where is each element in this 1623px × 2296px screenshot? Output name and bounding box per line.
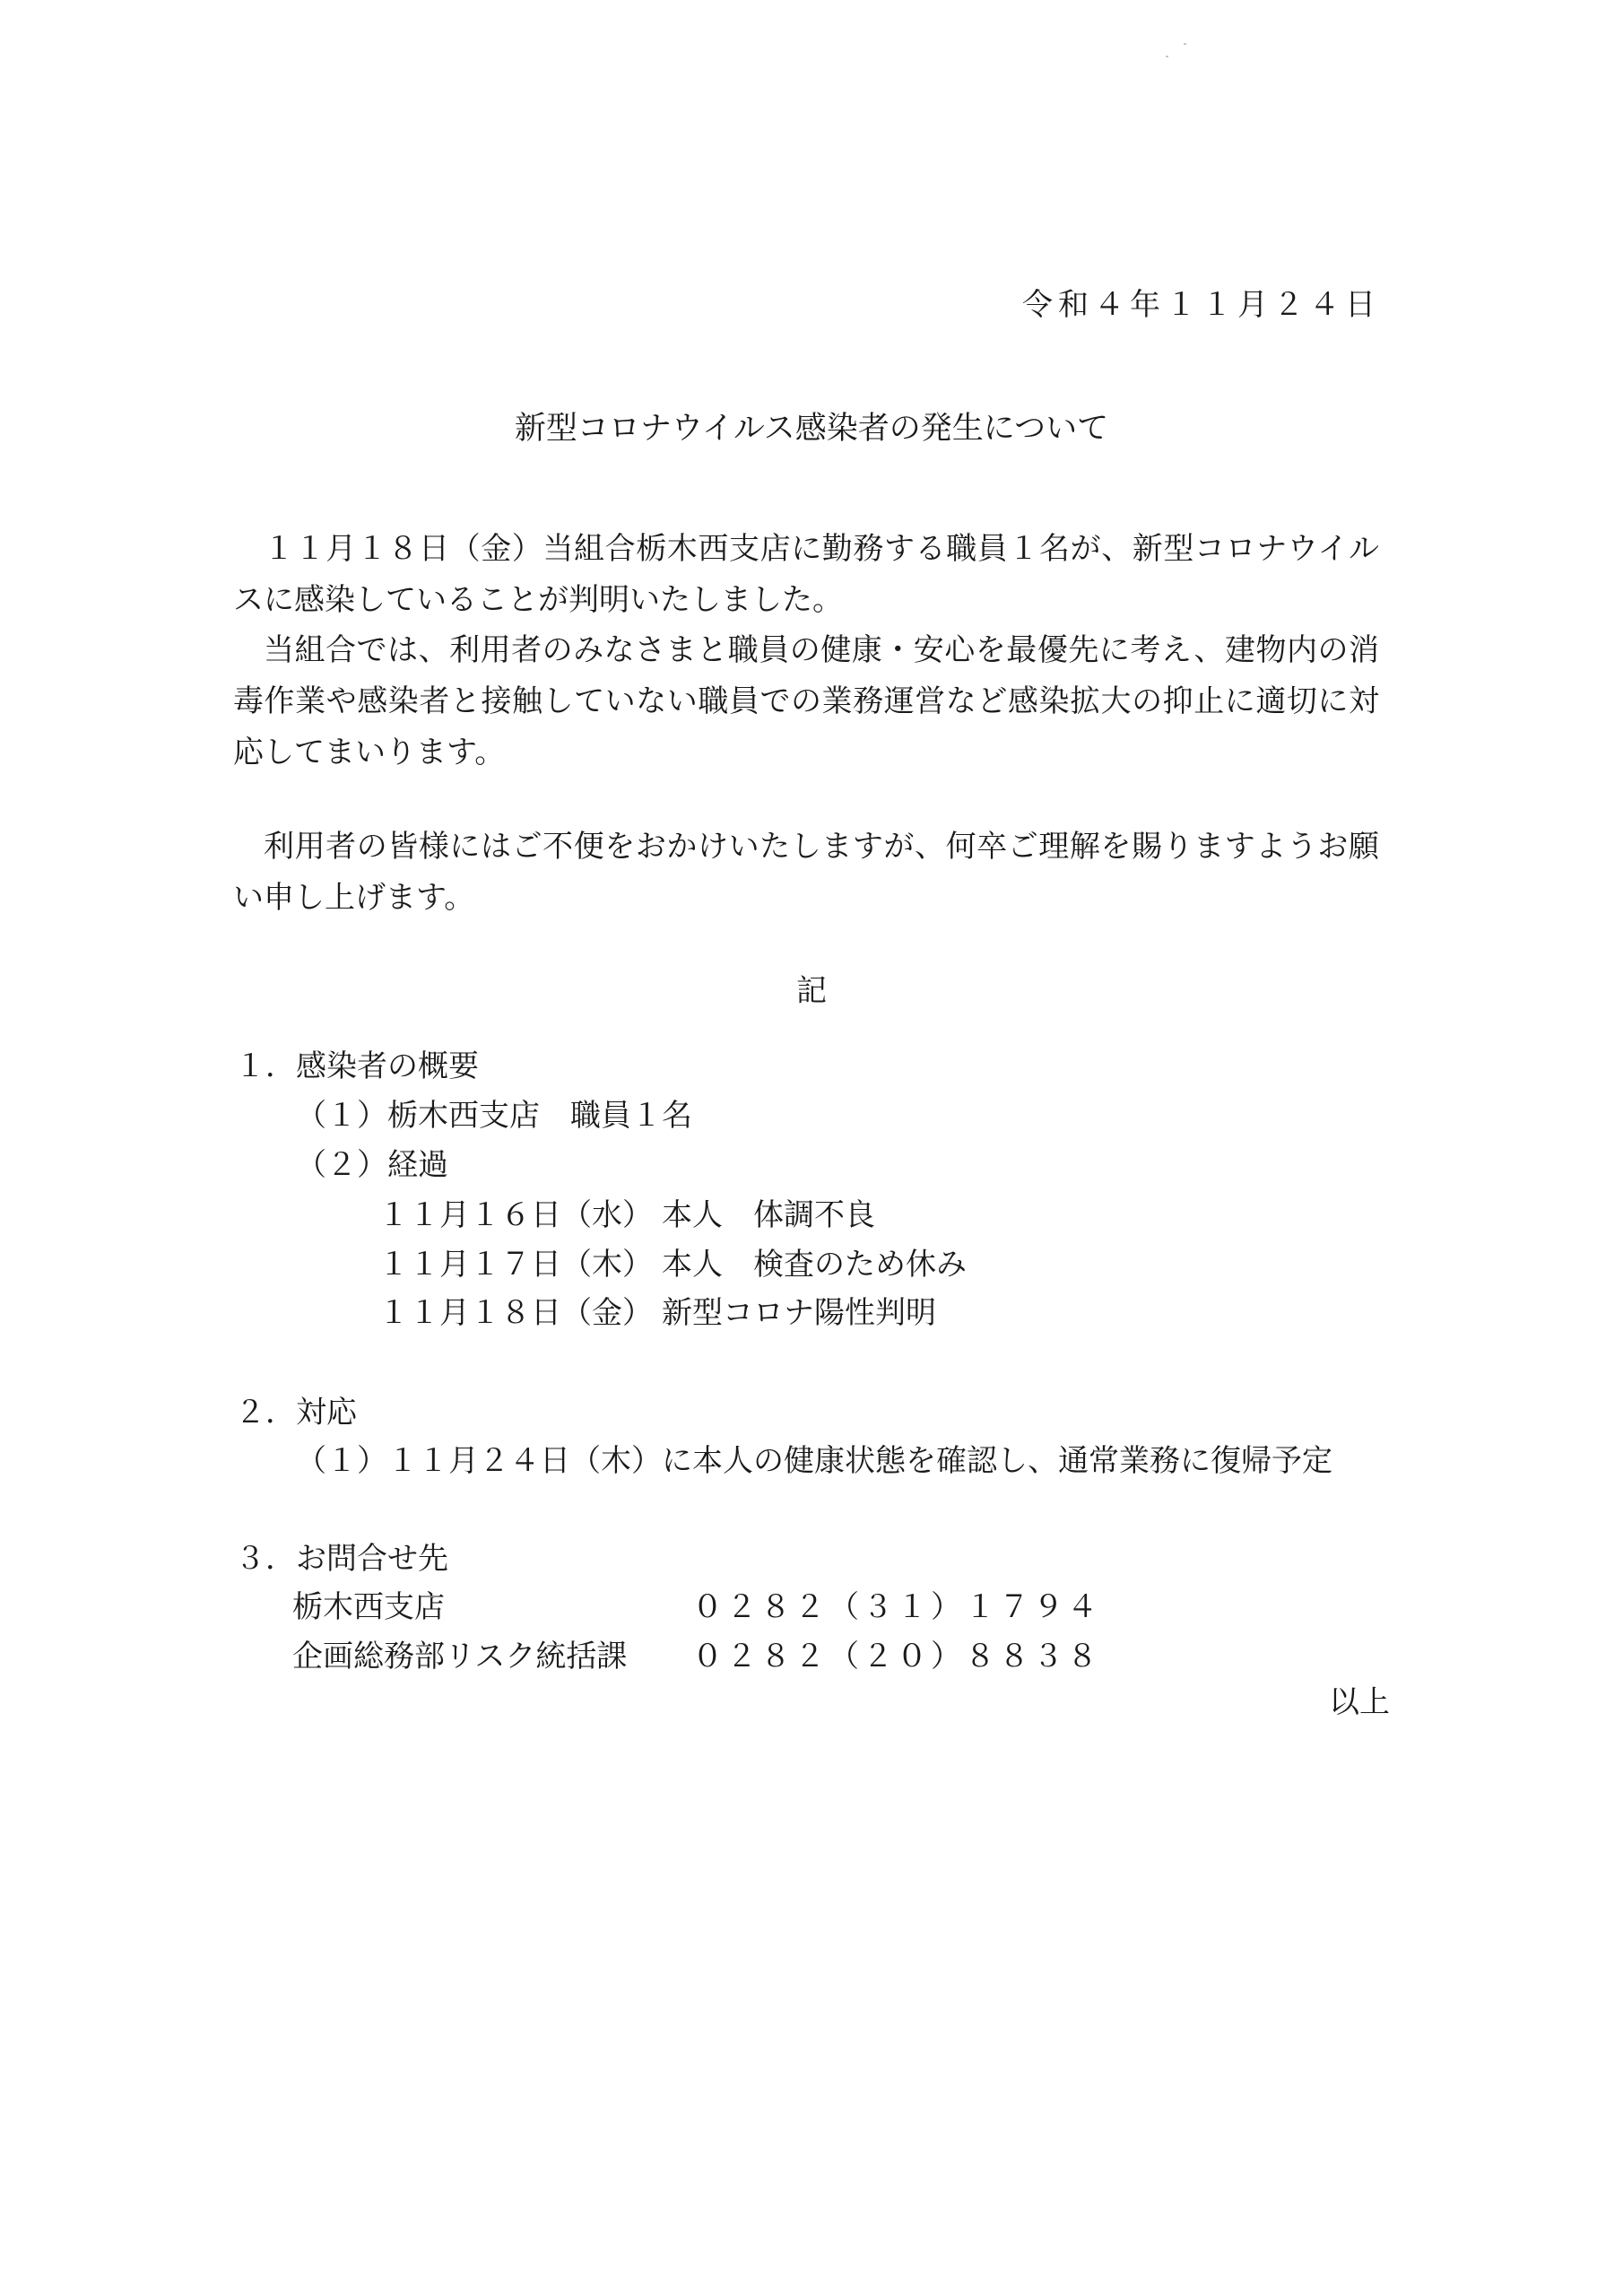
timeline-event: 新型コロナ陽性判明 xyxy=(662,1295,936,1331)
paragraph-announcement: １１月１８日（金）当組合栃木西支店に勤務する職員１名が、新型コロナウイルスに感染していることが判明いたしました。 xyxy=(233,531,1379,618)
ki-notation: 記 xyxy=(796,973,827,1009)
section-2-heading: ２．対応 xyxy=(235,1395,357,1431)
section-2-item-1: （１）１１月２４日（木）に本人の健康状態を確認し、通常業務に復帰予定 xyxy=(296,1443,1332,1479)
document-title: 新型コロナウイルス感染者の発生について xyxy=(514,411,1109,447)
section-1-item-1: （１）栃木西支店 職員１名 xyxy=(296,1098,692,1134)
section-3-heading: ３．お問合せ先 xyxy=(235,1541,448,1577)
closing-mark: 以上 xyxy=(1329,1684,1390,1720)
contact-phone: ０２８２（２０）８８３８ xyxy=(692,1639,1101,1674)
timeline-date: １１月１８日（金） xyxy=(378,1295,653,1331)
paragraph-apology: 利用者の皆様にはご不便をおかけいたしますが、何卒ご理解を賜りますようお願い申し上げます。 xyxy=(233,829,1379,916)
timeline-date: １１月１７日（木） xyxy=(378,1247,653,1283)
scan-speck xyxy=(1184,43,1186,45)
timeline-date: １１月１６日（水） xyxy=(378,1197,653,1233)
contact-name: 企画総務部リスク統括課 xyxy=(292,1639,628,1674)
section-1-heading: １．感染者の概要 xyxy=(235,1048,479,1084)
contact-name: 栃木西支店 xyxy=(292,1589,445,1625)
paragraph-response: 当組合では、利用者のみなさまと職員の健康・安心を最優先に考え、建物内の消毒作業や感染者と接触していない職員での業務運営など感染拡大の抑止に適切に対応してまいります。 xyxy=(233,632,1379,770)
section-1-item-2: （２）経過 xyxy=(296,1147,448,1183)
document-date: 令和４年１１月２４日 xyxy=(1022,287,1381,323)
timeline-event: 本人 体調不良 xyxy=(662,1197,875,1233)
scan-speck xyxy=(1166,56,1168,57)
contact-phone: ０２８２（３１）１７９４ xyxy=(692,1589,1101,1625)
timeline-event: 本人 検査のため休み xyxy=(662,1247,967,1283)
